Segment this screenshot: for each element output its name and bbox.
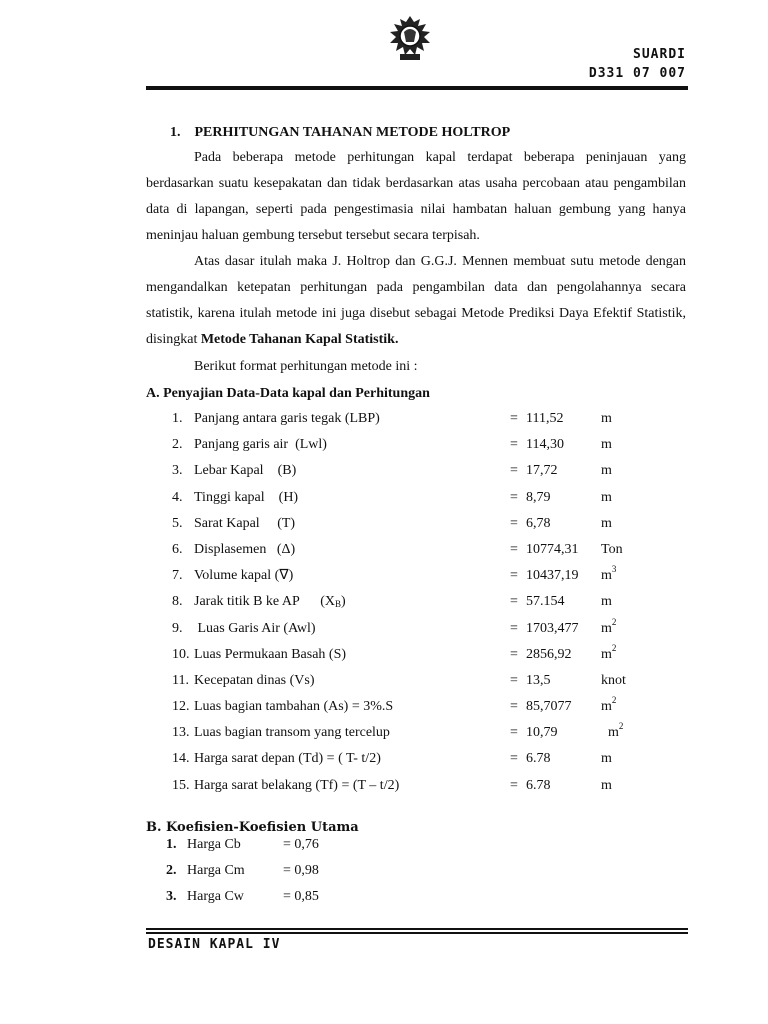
item-unit: m	[601, 489, 612, 505]
item-value: 111,52	[526, 411, 564, 426]
coefficient-label: Harga Cm	[187, 863, 245, 879]
section-a-title: A. Penyajian Data-Data kapal dan Perhitungan	[146, 386, 430, 401]
list-item	[146, 589, 706, 615]
unit-exponent: 2	[618, 721, 624, 732]
item-number: 3.	[172, 463, 183, 479]
item-number: 4.	[172, 489, 183, 505]
equals-sign: =	[510, 437, 518, 453]
list-item	[146, 616, 706, 642]
equals-sign: =	[510, 411, 518, 426]
equals-sign: =	[510, 672, 518, 688]
list-item	[146, 720, 706, 746]
list-item	[146, 432, 706, 458]
ship-data-list	[146, 406, 706, 799]
coefficient-list	[146, 832, 446, 911]
list-item	[146, 458, 706, 484]
footer-title: DESAIN KAPAL IV	[148, 937, 281, 952]
coefficient-item	[146, 858, 446, 884]
item-value: 57.154	[526, 594, 565, 610]
equals-sign: =	[510, 646, 518, 662]
item-number: 15.	[172, 777, 190, 793]
item-unit: m	[601, 751, 612, 767]
item-label: Luas Garis Air (Awl)	[194, 620, 316, 636]
item-label: Harga sarat depan (Td) = ( T- t/2)	[194, 751, 381, 767]
item-number: 10.	[172, 646, 190, 662]
list-item	[146, 642, 706, 668]
item-number: 11.	[172, 672, 189, 688]
coefficient-number: 2.	[166, 863, 177, 879]
item-value: 13,5	[526, 672, 551, 688]
item-label: Luas Permukaan Basah (S)	[194, 646, 347, 662]
item-unit: m	[601, 437, 612, 453]
item-number: 6.	[172, 541, 183, 557]
section-title: 1. PERHITUNGAN TAHANAN METODE HOLTROP	[170, 125, 511, 140]
header-rule	[146, 86, 688, 90]
item-unit: m	[601, 411, 612, 426]
equals-sign: =	[510, 463, 518, 479]
item-unit: $m^2$	[601, 721, 624, 741]
item-label: Luas bagian transom yang tercelup	[194, 725, 390, 741]
item-unit: $m^2$	[601, 695, 617, 715]
list-item	[146, 746, 706, 772]
coefficient-label: Harga Cb	[187, 837, 241, 852]
paragraph-2	[146, 249, 686, 353]
list-item	[146, 537, 706, 563]
item-label: Volume kapal (∇)	[194, 568, 294, 584]
item-label: Sarat Kapal (T)	[194, 515, 296, 531]
item-label: Displasemen (Δ)	[194, 541, 296, 557]
coefficient-value: = 0,85	[283, 889, 319, 905]
equals-sign: =	[510, 541, 518, 557]
item-unit: m	[601, 463, 612, 479]
coefficient-label: Harga Cw	[187, 889, 244, 905]
unit-exponent: 2	[611, 616, 617, 627]
item-value: 85,7077	[526, 699, 572, 715]
item-number: 12.	[172, 699, 190, 715]
list-item	[146, 668, 706, 694]
item-label: Panjang antara garis tegak (LBP)	[194, 411, 380, 426]
item-value: 2856,92	[526, 646, 572, 662]
item-value: 8,79	[526, 489, 551, 505]
item-value: 114,30	[526, 437, 564, 453]
footer-rule	[146, 928, 688, 930]
coefficient-value: = 0,98	[283, 863, 319, 879]
item-value: 10,79	[526, 725, 558, 741]
equals-sign: =	[510, 777, 518, 793]
coefficient-value: = 0,76	[283, 837, 319, 852]
item-label: Luas bagian tambahan (As) = 3%.S	[194, 699, 394, 715]
author-name: SUARDI	[633, 47, 686, 62]
list-item	[146, 485, 706, 511]
item-unit: Ton	[601, 541, 623, 557]
item-number: 13.	[172, 725, 190, 741]
item-unit: m	[601, 515, 612, 531]
footer-rule-thin	[146, 932, 688, 934]
item-number: 9.	[172, 620, 183, 636]
item-value: 10774,31	[526, 541, 579, 557]
item-unit: m	[601, 777, 612, 793]
equals-sign: =	[510, 725, 518, 741]
equals-sign: =	[510, 594, 518, 610]
item-value: 6,78	[526, 515, 551, 531]
coefficient-number: 1.	[166, 837, 177, 852]
item-label: Jarak titik B ke AP $(X_B)$	[194, 594, 346, 610]
section-b-title: B. Koefisien-Koefisien Utama	[146, 820, 359, 835]
item-number: 1.	[172, 411, 183, 426]
item-label: Lebar Kapal (B)	[194, 463, 297, 479]
item-value: 6.78	[526, 777, 551, 793]
list-item	[146, 511, 706, 537]
unit-exponent: 2	[611, 642, 617, 653]
item-value: 1703,477	[526, 620, 579, 636]
item-label: Kecepatan dinas (Vs)	[194, 672, 315, 688]
paragraph-3	[146, 354, 686, 380]
item-number: 7.	[172, 568, 183, 584]
paragraph-2-bold: Metode Tahanan Kapal Statistik.	[200, 332, 399, 347]
list-item	[146, 406, 706, 432]
item-number: 2.	[172, 437, 183, 453]
item-label-subscript: B	[335, 599, 342, 610]
item-number: 8.	[172, 594, 183, 610]
item-unit: $m^3$	[601, 564, 617, 584]
university-emblem-icon	[384, 14, 436, 64]
student-id: D331 07 007	[588, 66, 686, 81]
coefficient-number: 3.	[166, 889, 177, 905]
item-value: 6.78	[526, 751, 551, 767]
equals-sign: =	[510, 515, 518, 531]
item-unit: knot	[601, 672, 626, 688]
item-value: 10437,19	[526, 568, 579, 584]
item-unit: m	[601, 594, 612, 610]
equals-sign: =	[510, 489, 518, 505]
list-item	[146, 694, 706, 720]
list-item	[146, 563, 706, 589]
item-number: 14.	[172, 751, 190, 767]
item-label: Panjang garis air (Lwl)	[194, 437, 327, 453]
coefficient-item	[146, 884, 446, 910]
coefficient-item	[146, 832, 446, 858]
paragraph-2-text: Atas dasar itulah maka J. Holtrop dan G.G.J. Mennen membuat sutu metode dengan mengandalkan ketepatan perhitungan pada pengambilan data dan pengolahannya secara statistik, karena itulah metode ini juga disebut sebagai Metode Prediksi Daya Efektif Statistik, disingkat	[146, 254, 686, 347]
equals-sign: =	[510, 620, 518, 636]
item-number: 5.	[172, 515, 183, 531]
item-value: 17,72	[526, 463, 558, 479]
item-label: Tinggi kapal (H)	[194, 489, 299, 505]
item-unit: $m^2$	[601, 616, 617, 636]
equals-sign: =	[510, 568, 518, 584]
unit-exponent: 3	[611, 564, 617, 575]
equals-sign: =	[510, 699, 518, 715]
paragraph-3-text: Berikut format perhitungan metode ini :	[194, 359, 418, 374]
paragraph-1	[146, 145, 686, 249]
paragraph-1-text: Pada beberapa metode perhitungan kapal terdapat beberapa peninjauan yang berdasarkan suatu kesepakatan dan tidak berdasarkan atas usaha percobaan atau pengambilan data di lapangan, seperti pada pengestimasia nilai hambatan haluan gembung yang hanya meninjau haluan gembung tersebut tersebut secara terpisah.	[146, 150, 686, 243]
list-item	[146, 773, 706, 799]
item-unit: $m^2$	[601, 642, 617, 662]
equals-sign: =	[510, 751, 518, 767]
unit-exponent: 2	[611, 695, 617, 706]
item-label: Harga sarat belakang (Tf) = (T – t/2)	[194, 777, 400, 793]
